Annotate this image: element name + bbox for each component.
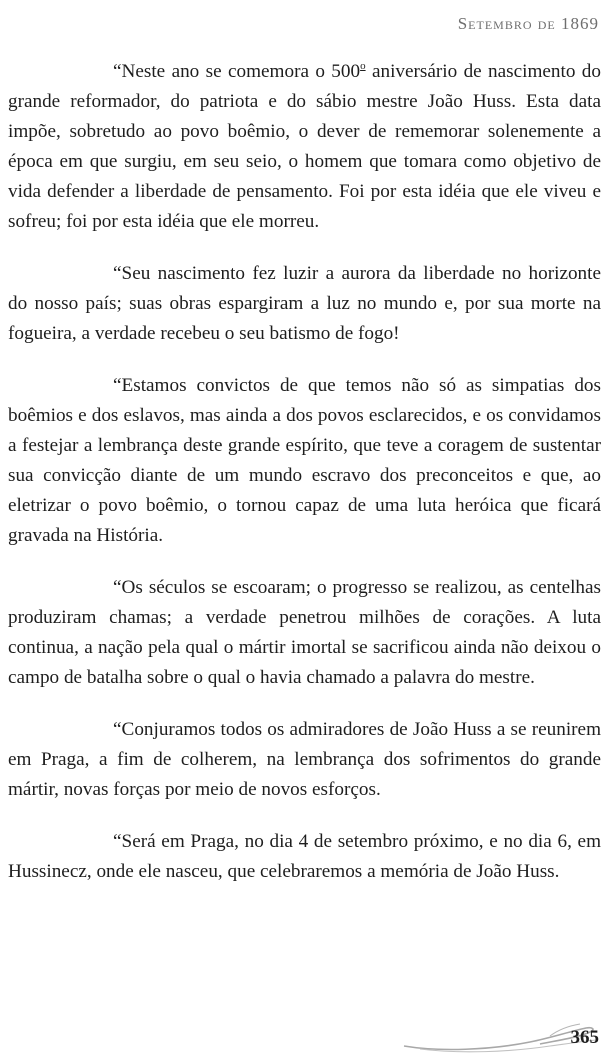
- paragraph-1-rest: aniversário de nascimento do grande reformador, do patriota e do sábio mestre João Huss. Esta data impõe, sobretudo ao povo boêmio, o dever de rememorar solenemente a época em que surgiu, em seu seio, o homem que tomara como objetivo de vida defender a liberdade de pensamento. Foi por esta idéia que ele viveu e sofreu; foi por esta idéia que ele morreu.: [8, 61, 601, 232]
- paragraph-1-start: “Neste ano se comemora o 500: [113, 61, 361, 82]
- running-header: Setembro de 1869: [457, 14, 599, 33]
- page-number: 365: [570, 1027, 599, 1048]
- paragraph-4: “Os séculos se escoaram; o progresso se realizou, as centelhas produziram chamas; a verdade penetrou milhões de corações. A luta continua, a nação pela qual o mártir imortal se sacrificou ainda não deixou o campo de batalha sobre o qual o havia chamado a palavra do mestre.: [8, 577, 601, 688]
- paragraph-2: “Seu nascimento fez luzir a aurora da liberdade no horizonte do nosso país; suas obras espargiram a luz no mundo e, por sua morte na fogueira, a verdade recebeu o seu batismo de fogo!: [8, 263, 601, 344]
- paragraph-5: “Conjuramos todos os admiradores de João Huss a se reunirem em Praga, a fim de colherem, na lembrança dos sofrimentos do grande mártir, novas forças por meio de novos esforços.: [8, 719, 601, 800]
- body-text: [8, 57, 601, 887]
- paragraph-3: “Estamos convictos de que temos não só as simpatias dos boêmios e dos eslavos, mas ainda a dos povos esclarecidos, e os convidamos a festejar a lembrança deste grande espírito, que teve a coragem de sustentar sua convicção diante de um mundo escravo dos preconceitos e que, ao eletrizar o povo boêmio, o tornou capaz de uma luta heróica que ficará gravada na História.: [8, 375, 601, 546]
- paragraph-1: [8, 57, 601, 237]
- paragraph-6: “Será em Praga, no dia 4 de setembro próximo, e no dia 6, em Hussinecz, onde ele nasceu, que celebraremos a memória de João Huss.: [8, 831, 601, 882]
- ordinal-indicator: o: [360, 59, 366, 72]
